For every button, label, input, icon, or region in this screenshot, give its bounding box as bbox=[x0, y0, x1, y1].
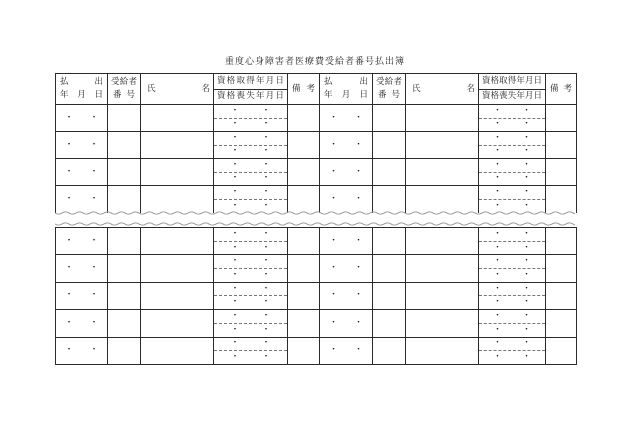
remarks-cell bbox=[546, 132, 577, 159]
name-cell bbox=[141, 255, 214, 282]
issue-date-cell bbox=[56, 228, 108, 255]
header-remarks bbox=[546, 74, 577, 105]
table-row bbox=[56, 132, 577, 146]
header-remarks bbox=[288, 74, 320, 105]
qualification-acquired-value: ・ ・ bbox=[493, 310, 531, 321]
issue-date-cell bbox=[320, 132, 373, 159]
issue-date-value: ・ ・ bbox=[329, 193, 363, 204]
issue-date-value: ・ ・ bbox=[329, 112, 363, 123]
header-recipient-number bbox=[108, 74, 141, 105]
recipient-number-cell bbox=[108, 282, 141, 309]
issue-date-cell bbox=[56, 105, 108, 132]
header-qualification-acquired bbox=[214, 74, 288, 90]
recipient-number-cell bbox=[373, 132, 406, 159]
name-cell bbox=[141, 228, 214, 255]
remarks-cell bbox=[546, 105, 577, 132]
qualification-lost-value: ・ ・ bbox=[493, 173, 531, 184]
qualification-lost-value: ・ ・ bbox=[230, 200, 271, 211]
qualification-lost-value: ・ ・ bbox=[230, 269, 271, 280]
issue-date-cell bbox=[320, 255, 373, 282]
qualification-lost-value: ・ ・ bbox=[493, 269, 531, 280]
qualification-lost-cell bbox=[479, 323, 546, 337]
qualification-acquired-cell bbox=[214, 337, 288, 351]
header-qualification-acquired-label: 資 格 取 得 年 月 日 bbox=[217, 75, 284, 86]
header-issue-date-top: 払 出 bbox=[60, 77, 103, 87]
issue-date-cell bbox=[320, 310, 373, 337]
remarks-cell bbox=[288, 337, 320, 364]
qualification-acquired-cell bbox=[479, 310, 546, 324]
qualification-lost-cell bbox=[479, 241, 546, 255]
qualification-lost-cell bbox=[479, 118, 546, 132]
header-qualification-lost-label: 資 格 喪 失 年 月 日 bbox=[482, 91, 542, 102]
header-issue-date bbox=[56, 74, 108, 105]
qualification-acquired-cell bbox=[479, 132, 546, 146]
qualification-acquired-value: ・ ・ bbox=[230, 310, 271, 321]
qualification-lost-value: ・ ・ bbox=[493, 242, 531, 253]
qualification-lost-value: ・ ・ bbox=[493, 352, 531, 363]
name-cell bbox=[406, 282, 479, 309]
qualification-lost-value: ・ ・ bbox=[493, 119, 531, 130]
qualification-lost-cell bbox=[214, 351, 288, 365]
table-row bbox=[56, 337, 577, 351]
issue-date-value: ・ ・ bbox=[329, 317, 363, 328]
remarks-cell bbox=[288, 159, 320, 186]
qualification-lost-value: ・ ・ bbox=[230, 146, 271, 157]
qualification-acquired-value: ・ ・ bbox=[493, 132, 531, 143]
name-cell bbox=[406, 337, 479, 364]
table-row bbox=[56, 310, 577, 324]
name-cell bbox=[406, 255, 479, 282]
recipient-number-cell bbox=[373, 310, 406, 337]
remarks-cell bbox=[288, 228, 320, 255]
form-title: 重度心身障害者医療費受給者番号払出簿 bbox=[224, 57, 405, 67]
qualification-acquired-value: ・ ・ bbox=[493, 186, 531, 197]
qualification-lost-cell bbox=[479, 269, 546, 283]
qualification-acquired-cell bbox=[214, 310, 288, 324]
name-cell bbox=[141, 282, 214, 309]
lower-rows bbox=[56, 228, 577, 365]
header-recipient-number-top: 受 給 者 bbox=[111, 77, 137, 87]
qualification-acquired-cell bbox=[479, 159, 546, 173]
remarks-cell bbox=[288, 105, 320, 132]
qualification-lost-value: ・ ・ bbox=[230, 173, 271, 184]
header-issue-date-bottom: 年 月 日 bbox=[60, 90, 103, 100]
recipient-number-cell bbox=[373, 255, 406, 282]
issue-date-cell bbox=[320, 337, 373, 364]
qualification-lost-value: ・ ・ bbox=[230, 119, 271, 130]
issue-date-cell bbox=[320, 159, 373, 186]
remarks-cell bbox=[546, 255, 577, 282]
recipient-number-cell bbox=[373, 228, 406, 255]
qualification-acquired-cell bbox=[214, 282, 288, 296]
table-row bbox=[56, 282, 577, 296]
qualification-lost-cell bbox=[214, 269, 288, 283]
issue-date-value: ・ ・ bbox=[64, 345, 99, 356]
name-cell bbox=[141, 105, 214, 132]
issue-date-cell bbox=[320, 105, 373, 132]
header-qualification-acquired-label: 資 格 取 得 年 月 日 bbox=[482, 75, 542, 86]
wavy-break-line-bottom bbox=[55, 223, 575, 225]
issue-date-cell bbox=[56, 282, 108, 309]
qualification-lost-cell bbox=[214, 296, 288, 310]
header-name bbox=[141, 74, 214, 105]
recipient-number-cell bbox=[373, 337, 406, 364]
qualification-acquired-value: ・ ・ bbox=[493, 283, 531, 294]
recipient-number-cell bbox=[108, 105, 141, 132]
issue-date-cell bbox=[56, 255, 108, 282]
qualification-acquired-value: ・ ・ bbox=[493, 105, 531, 116]
header-row bbox=[56, 74, 577, 90]
header-issue-date-bottom: 年 月 日 bbox=[324, 90, 368, 100]
qualification-lost-cell bbox=[479, 351, 546, 365]
issue-date-value: ・ ・ bbox=[64, 290, 99, 301]
qualification-acquired-cell bbox=[214, 255, 288, 269]
issue-date-value: ・ ・ bbox=[64, 317, 99, 328]
register-table-upper bbox=[55, 73, 577, 213]
qualification-lost-value: ・ ・ bbox=[493, 297, 531, 308]
remarks-cell bbox=[546, 310, 577, 337]
qualification-acquired-cell bbox=[214, 228, 288, 242]
issue-date-cell bbox=[320, 282, 373, 309]
issue-date-value: ・ ・ bbox=[329, 290, 363, 301]
remarks-cell bbox=[546, 337, 577, 364]
name-cell bbox=[406, 228, 479, 255]
recipient-number-cell bbox=[108, 337, 141, 364]
name-cell bbox=[406, 310, 479, 337]
qualification-lost-cell bbox=[214, 241, 288, 255]
name-cell bbox=[141, 159, 214, 186]
recipient-number-cell bbox=[373, 105, 406, 132]
header-name-label: 氏 名 bbox=[147, 83, 210, 94]
qualification-acquired-value: ・ ・ bbox=[493, 338, 531, 349]
issue-date-value: ・ ・ bbox=[64, 235, 99, 246]
qualification-lost-value: ・ ・ bbox=[230, 352, 271, 363]
issue-date-cell bbox=[56, 310, 108, 337]
name-cell bbox=[406, 159, 479, 186]
qualification-lost-cell bbox=[214, 118, 288, 132]
recipient-number-cell bbox=[108, 310, 141, 337]
recipient-number-cell bbox=[373, 159, 406, 186]
issue-date-value: ・ ・ bbox=[64, 263, 99, 274]
issue-date-cell bbox=[56, 337, 108, 364]
issue-date-value: ・ ・ bbox=[64, 166, 99, 177]
remarks-cell bbox=[546, 282, 577, 309]
qualification-acquired-value: ・ ・ bbox=[230, 186, 271, 197]
recipient-number-cell bbox=[373, 282, 406, 309]
qualification-lost-cell bbox=[214, 323, 288, 337]
header-name bbox=[406, 74, 479, 105]
header-qualification-lost bbox=[479, 89, 546, 105]
qualification-acquired-value: ・ ・ bbox=[493, 228, 531, 239]
issue-date-value: ・ ・ bbox=[329, 263, 363, 274]
table-row bbox=[56, 255, 577, 269]
qualification-acquired-value: ・ ・ bbox=[230, 338, 271, 349]
header-remarks-label: 備 考 bbox=[550, 83, 572, 94]
header-qualification-acquired bbox=[479, 74, 546, 90]
qualification-acquired-cell bbox=[479, 255, 546, 269]
name-cell bbox=[141, 337, 214, 364]
recipient-number-cell bbox=[108, 132, 141, 159]
qualification-lost-value: ・ ・ bbox=[493, 324, 531, 335]
header-name-label: 氏 名 bbox=[412, 83, 475, 94]
qualification-acquired-value: ・ ・ bbox=[230, 105, 271, 116]
upper-rows bbox=[56, 105, 577, 213]
qualification-lost-cell bbox=[214, 145, 288, 159]
name-cell bbox=[406, 105, 479, 132]
table-row bbox=[56, 105, 577, 119]
qualification-acquired-value: ・ ・ bbox=[230, 256, 271, 267]
name-cell bbox=[406, 132, 479, 159]
qualification-acquired-value: ・ ・ bbox=[230, 228, 271, 239]
wavy-break-line-top bbox=[55, 212, 575, 214]
table-row bbox=[56, 186, 577, 200]
header-remarks-label: 備 考 bbox=[292, 83, 315, 94]
issue-date-value: ・ ・ bbox=[329, 235, 363, 246]
header-issue-date bbox=[320, 74, 373, 105]
name-cell bbox=[141, 132, 214, 159]
qualification-acquired-value: ・ ・ bbox=[230, 159, 271, 170]
issue-date-value: ・ ・ bbox=[329, 166, 363, 177]
recipient-number-cell bbox=[108, 159, 141, 186]
qualification-acquired-value: ・ ・ bbox=[493, 159, 531, 170]
issue-date-value: ・ ・ bbox=[64, 112, 99, 123]
recipient-number-cell bbox=[108, 255, 141, 282]
issue-date-cell bbox=[320, 228, 373, 255]
remarks-cell bbox=[288, 132, 320, 159]
header-recipient-number-bottom: 番 号 bbox=[378, 90, 400, 100]
table-row bbox=[56, 159, 577, 173]
qualification-acquired-value: ・ ・ bbox=[230, 283, 271, 294]
header-issue-date-top: 払 出 bbox=[324, 77, 368, 87]
qualification-acquired-cell bbox=[214, 105, 288, 119]
qualification-acquired-cell bbox=[479, 186, 546, 200]
qualification-lost-value: ・ ・ bbox=[493, 200, 531, 211]
qualification-lost-value: ・ ・ bbox=[230, 297, 271, 308]
remarks-cell bbox=[288, 310, 320, 337]
qualification-acquired-cell bbox=[479, 337, 546, 351]
qualification-lost-cell bbox=[479, 145, 546, 159]
omission-break-mark bbox=[55, 207, 576, 229]
header-qualification-lost-label: 資 格 喪 失 年 月 日 bbox=[217, 91, 284, 102]
header-recipient-number-top: 受 給 者 bbox=[376, 77, 402, 87]
remarks-cell bbox=[546, 228, 577, 255]
qualification-acquired-cell bbox=[214, 132, 288, 146]
remarks-cell bbox=[288, 282, 320, 309]
name-cell bbox=[141, 310, 214, 337]
qualification-lost-cell bbox=[214, 172, 288, 186]
qualification-lost-cell bbox=[479, 296, 546, 310]
issue-date-value: ・ ・ bbox=[64, 139, 99, 150]
header-qualification-lost bbox=[214, 89, 288, 105]
qualification-acquired-cell bbox=[479, 105, 546, 119]
qualification-lost-value: ・ ・ bbox=[493, 146, 531, 157]
remarks-cell bbox=[288, 255, 320, 282]
qualification-acquired-cell bbox=[214, 186, 288, 200]
issue-date-value: ・ ・ bbox=[329, 139, 363, 150]
qualification-acquired-value: ・ ・ bbox=[230, 132, 271, 143]
register-table-lower bbox=[55, 227, 577, 365]
table-row bbox=[56, 228, 577, 242]
qualification-acquired-value: ・ ・ bbox=[493, 256, 531, 267]
remarks-cell bbox=[546, 159, 577, 186]
qualification-acquired-cell bbox=[479, 228, 546, 242]
issue-date-cell bbox=[56, 132, 108, 159]
header-recipient-number bbox=[373, 74, 406, 105]
qualification-acquired-cell bbox=[479, 282, 546, 296]
qualification-lost-value: ・ ・ bbox=[230, 324, 271, 335]
issue-date-cell bbox=[56, 159, 108, 186]
recipient-number-cell bbox=[108, 228, 141, 255]
qualification-acquired-cell bbox=[214, 159, 288, 173]
qualification-lost-cell bbox=[479, 172, 546, 186]
qualification-lost-value: ・ ・ bbox=[230, 242, 271, 253]
issue-date-value: ・ ・ bbox=[64, 193, 99, 204]
issue-date-value: ・ ・ bbox=[329, 345, 363, 356]
header-recipient-number-bottom: 番 号 bbox=[113, 90, 135, 100]
